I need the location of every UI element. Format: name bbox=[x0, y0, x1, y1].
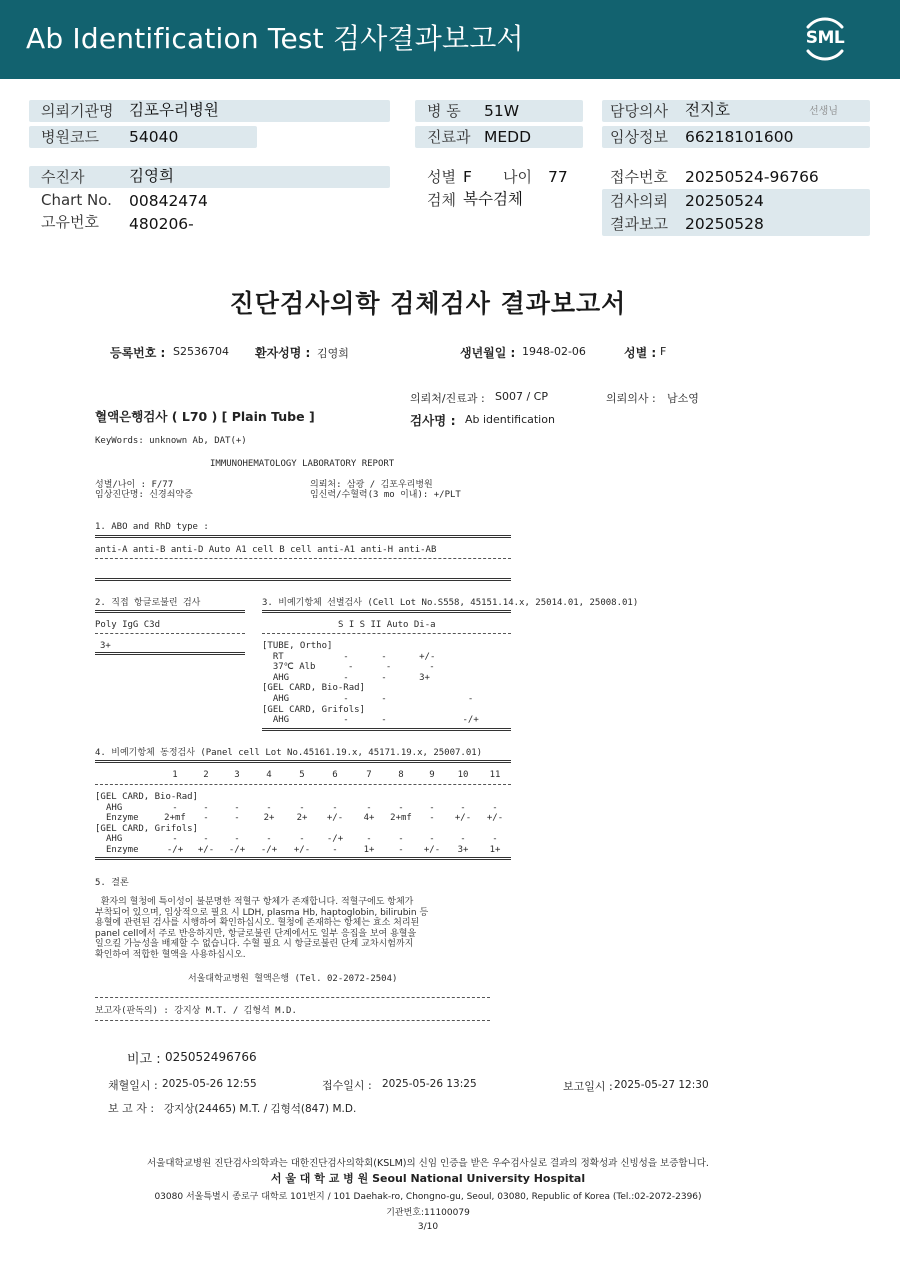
sex-summary-value: F bbox=[660, 345, 667, 358]
rule-dashed bbox=[95, 997, 490, 998]
panel-cell: -/+ bbox=[260, 845, 278, 855]
panel-cell: -/+ bbox=[228, 845, 246, 855]
panel-row-label: AHG bbox=[106, 834, 123, 845]
panel-cell: +/- bbox=[486, 813, 504, 824]
panel-column-number: 4 bbox=[266, 770, 272, 780]
specimen-label: 검체 bbox=[427, 191, 456, 209]
panel-column-number: 1 bbox=[172, 770, 178, 780]
dat-value: 3+ bbox=[100, 641, 111, 651]
requester-line: 의뢰처: 삼광 / 김포우리병원 bbox=[310, 480, 433, 490]
panel-row bbox=[0, 803, 900, 814]
panel-column-number: 7 bbox=[366, 770, 372, 780]
certification-line: 서울대학교병원 진단검사의학과는 대한진단검사의학회(KSLM)의 신임 인증을 받은 우수검사실로 결과의 정확성과 신빙성을 보증합니다. bbox=[147, 1158, 709, 1169]
panel-column-number: 8 bbox=[398, 770, 404, 780]
screen-row: [GEL CARD, Grifols] bbox=[262, 704, 365, 715]
keywords: KeyWords: unknown Ab, DAT(+) bbox=[95, 436, 247, 446]
institution-value: 김포우리병원 bbox=[129, 101, 219, 119]
diagnosis-line: 임상진단명: 신경쇠약증 bbox=[95, 490, 193, 500]
panel-column-numbers bbox=[0, 770, 900, 781]
ward-label: 병 동 bbox=[427, 102, 461, 120]
test-name-label: 검사명 : bbox=[410, 413, 456, 428]
request-label: 검사의뢰 bbox=[610, 192, 668, 210]
panel-cell: +/- bbox=[293, 845, 311, 855]
name-label: 환자성명 : bbox=[255, 346, 311, 360]
unique-value: 480206- bbox=[129, 215, 194, 233]
section3-title: 3. 비예기항체 선별검사 (Cell Lot No.S558, 45151.14.x, 25014.01, 25008.01) bbox=[262, 598, 639, 608]
hospital-name-en: Seoul National University Hospital bbox=[372, 1172, 586, 1185]
note-label: 비고 : bbox=[127, 1052, 161, 1067]
sex-summary-label: 성별 : bbox=[624, 346, 657, 360]
doctor-value: 전지호 bbox=[685, 101, 730, 119]
rule-double bbox=[95, 857, 511, 860]
page-number: 3/10 bbox=[417, 1222, 439, 1232]
screen-row: RT - - +/- bbox=[262, 651, 436, 662]
panel-cell: - bbox=[299, 802, 305, 813]
result-label: 결과보고 bbox=[610, 215, 668, 233]
panel-column-number: 9 bbox=[429, 770, 435, 780]
screen-header: S I S II Auto Di-a bbox=[338, 620, 436, 630]
ward-value: 51W bbox=[484, 102, 520, 120]
panel-column-number: 6 bbox=[332, 770, 338, 780]
result-value: 20250528 bbox=[685, 215, 764, 233]
panel-cell: - bbox=[266, 802, 272, 813]
section4-title: 4. 비예기항체 동정검사 (Panel cell Lot No.45161.19.x, 45171.19.x, 25007.01) bbox=[95, 748, 483, 758]
rule-double bbox=[95, 578, 511, 581]
rule-double bbox=[95, 760, 511, 763]
hospital-address: 03080 서울특별시 종로구 대학로 101번지 / 101 Daehak-ro, Chongno-gu, Seoul, 03080, Republic of Korea (Tel.:02-2072-2396) bbox=[154, 1192, 702, 1202]
panel-row bbox=[0, 834, 900, 845]
panel-cell: - bbox=[429, 813, 435, 824]
sex-label: 성별 bbox=[427, 168, 456, 186]
panel-cell: -/+ bbox=[166, 845, 184, 855]
receive-label: 접수일시 : bbox=[322, 1079, 372, 1092]
screen-row: [GEL CARD, Bio-Rad] bbox=[262, 683, 365, 694]
panel-cell: - bbox=[203, 834, 209, 845]
panel-cell: - bbox=[460, 802, 466, 813]
request-value: 20250524 bbox=[685, 192, 764, 210]
rule-dashed bbox=[95, 784, 511, 785]
panel-cell: - bbox=[172, 802, 178, 813]
panel-column-number: 2 bbox=[203, 770, 209, 780]
age-value: 77 bbox=[548, 168, 568, 186]
note-value: 025052496766 bbox=[165, 1050, 257, 1064]
panel-cell: - bbox=[492, 834, 498, 845]
panel-cell: 2+ bbox=[263, 813, 275, 824]
reg-label: 등록번호 : bbox=[110, 346, 166, 360]
rule-double bbox=[262, 728, 511, 731]
doctor-label: 담당의사 bbox=[610, 102, 668, 120]
panel-group-name: [GEL CARD, Bio-Rad] bbox=[95, 792, 198, 802]
rule-double bbox=[95, 535, 511, 538]
panel-cell: - bbox=[332, 802, 338, 813]
institution-label: 의뢰기관명 bbox=[41, 102, 114, 120]
hospital-name bbox=[0, 1170, 856, 1186]
screen-row: 37℃ Alb - - - bbox=[262, 662, 435, 673]
rule-dashed bbox=[95, 633, 245, 634]
section2-title: 2. 직접 항글로불린 검사 bbox=[95, 598, 201, 608]
rule-double bbox=[95, 652, 245, 655]
dept-label: 진료과 bbox=[427, 128, 471, 146]
dept-value: MEDD bbox=[484, 128, 532, 146]
rule-double bbox=[95, 610, 245, 613]
panel-cell: 1+ bbox=[363, 845, 375, 855]
panel-row-label: AHG bbox=[106, 802, 123, 813]
name-value: 김영희 bbox=[317, 347, 349, 360]
rule-dashed bbox=[95, 1020, 490, 1021]
screen-row: [TUBE, Ortho] bbox=[262, 641, 333, 651]
panel-cell: - bbox=[234, 802, 240, 813]
rule-dashed bbox=[95, 558, 511, 559]
panel-row bbox=[0, 813, 900, 824]
receive-value: 2025-05-26 13:25 bbox=[382, 1078, 477, 1090]
clinical-value: 66218101600 bbox=[685, 128, 794, 146]
panel-cell: 2+ bbox=[296, 813, 308, 824]
panel-cell: +/- bbox=[423, 845, 441, 855]
panel-cell: - bbox=[366, 802, 372, 813]
rule-dashed bbox=[262, 633, 511, 634]
screen-row: AHG - - 3+ bbox=[262, 672, 430, 683]
dob-label: 생년월일 : bbox=[460, 346, 516, 360]
panel-cell: 2+mf bbox=[390, 813, 412, 824]
collect-value: 2025-05-26 12:55 bbox=[162, 1078, 257, 1090]
receipt-label: 접수번호 bbox=[610, 168, 668, 186]
pregnancy-line: 임신력/수혈력(3 mo 이내): +/PLT bbox=[310, 490, 461, 500]
panel-cell: - bbox=[429, 834, 435, 845]
panel-cell: - bbox=[398, 834, 404, 845]
panel-cell: 1+ bbox=[489, 845, 501, 855]
sml-logo bbox=[799, 13, 851, 65]
dat-header: Poly IgG C3d bbox=[95, 620, 161, 630]
panel-cell: 3+ bbox=[457, 845, 469, 855]
report-header bbox=[0, 0, 900, 79]
panel-cell: +/- bbox=[454, 813, 472, 824]
clinical-label: 임상정보 bbox=[610, 128, 668, 146]
lab-report-title: IMMUNOHEMATOLOGY LABORATORY REPORT bbox=[210, 459, 395, 469]
panel-cell: - bbox=[398, 802, 404, 813]
referral-value: S007 / CP bbox=[495, 390, 548, 403]
panel-cell: 2+mf bbox=[164, 813, 186, 824]
conclusion-text: 환자의 혈청에 특이성이 불분명한 적혈구 항체가 존재합니다. 적혈구에도 항체가 부착되어 있으며, 임상적으로 필요 시 LDH, plasma Hb, haptoglobin, bilirubin 등 용혈에 관련된 검사를 시행하여 확인하십시오. 혈청에 존재하는 항체는 효소 처리된 panel cell에서 주로 반응하지만, 항글로불린 단계에서도 일부 응집을 보여 용혈을 일으킬 가능성을 배제할 수 없습니다. 수혈 필요 시 항글로불린 단계 교차시험까지 확인하여 적합한 혈액을 사용하십시오. bbox=[95, 897, 429, 960]
doctor-suffix: 선생님 bbox=[809, 106, 838, 117]
specimen-value: 복수검체 bbox=[463, 190, 523, 208]
panel-cell: - bbox=[299, 834, 305, 845]
report-value: 2025-05-27 12:30 bbox=[614, 1079, 709, 1091]
panel-cell: - bbox=[429, 802, 435, 813]
hospital-name-ko: 서 울 대 학 교 병 원 bbox=[270, 1172, 369, 1185]
rule-double bbox=[262, 610, 511, 613]
header-title: Ab Identification Test 검사결과보고서 bbox=[26, 22, 524, 55]
hospital-code-value: 54040 bbox=[129, 128, 179, 146]
panel-row-label: Enzyme bbox=[106, 813, 139, 824]
panel-cell: -/+ bbox=[326, 834, 344, 845]
age-label: 나이 bbox=[503, 168, 532, 186]
collect-label: 채혈일시 : bbox=[108, 1079, 158, 1092]
reporter-value: 강지상(24465) M.T. / 김형석(847) M.D. bbox=[164, 1103, 357, 1115]
panel-cell: +/- bbox=[326, 813, 344, 824]
sex-value: F bbox=[463, 168, 472, 186]
panel-cell: - bbox=[366, 834, 372, 845]
patient-label: 수진자 bbox=[41, 168, 85, 186]
referral-label: 의뢰처/진료과 : bbox=[410, 392, 485, 405]
unique-label: 고유번호 bbox=[41, 213, 99, 231]
patient-value: 김영희 bbox=[129, 167, 174, 185]
panel-cell: - bbox=[172, 834, 178, 845]
logo-text: SML bbox=[805, 28, 845, 48]
section5-title: 5. 결론 bbox=[95, 878, 129, 888]
panel-column-number: 5 bbox=[299, 770, 305, 780]
abo-header: anti-A anti-B anti-D Auto A1 cell B cell anti-A1 anti-H anti-AB bbox=[95, 545, 437, 555]
panel-cell: - bbox=[492, 802, 498, 813]
panel-cell: +/- bbox=[197, 845, 215, 855]
institution-number: 기관번호:11100079 bbox=[386, 1208, 470, 1218]
dob-value: 1948-02-06 bbox=[522, 345, 586, 358]
report-label: 보고일시 : bbox=[563, 1080, 613, 1093]
panel-row bbox=[0, 845, 900, 856]
sex-age-line: 성별/나이 : F/77 bbox=[95, 480, 174, 490]
blood-bank-line: 서울대학교병원 혈액은행 (Tel. 02-2072-2504) bbox=[188, 974, 398, 984]
ref-doctor-value: 남소영 bbox=[667, 392, 699, 405]
ref-doctor-label: 의뢰의사 : bbox=[606, 392, 656, 405]
panel-cell: - bbox=[398, 845, 404, 855]
reporter-label: 보 고 자 : bbox=[108, 1102, 155, 1115]
panel-cell: - bbox=[460, 834, 466, 845]
panel-cell: 4+ bbox=[363, 813, 375, 824]
chart-label: Chart No. bbox=[41, 191, 112, 209]
screen-row: AHG - - - bbox=[262, 694, 474, 704]
panel-column-number: 3 bbox=[234, 770, 240, 780]
panel-column-number: 11 bbox=[489, 770, 501, 780]
panel-cell: - bbox=[203, 802, 209, 813]
reporter-line: 보고자(판독의) : 강지상 M.T. / 김형석 M.D. bbox=[95, 1006, 297, 1016]
panel-row-label: Enzyme bbox=[106, 845, 139, 855]
panel-column-number: 10 bbox=[457, 770, 469, 780]
hospital-code-label: 병원코드 bbox=[41, 128, 99, 146]
test-section-title: 혈액은행검사 ( L70 ) [ Plain Tube ] bbox=[95, 409, 315, 424]
test-name-value: Ab identification bbox=[465, 413, 555, 426]
panel-cell: - bbox=[203, 813, 209, 824]
document-title: 진단검사의학 검체검사 결과보고서 bbox=[229, 289, 627, 318]
panel-cell: - bbox=[266, 834, 272, 845]
panel-cell: - bbox=[234, 834, 240, 845]
section1-title: 1. ABO and RhD type : bbox=[95, 522, 209, 532]
chart-value: 00842474 bbox=[129, 192, 208, 210]
panel-cell: - bbox=[332, 845, 338, 855]
reg-value: S2536704 bbox=[173, 345, 229, 358]
screen-row: AHG - - -/+ bbox=[262, 715, 479, 726]
panel-group-name: [GEL CARD, Grifols] bbox=[95, 823, 198, 834]
panel-cell: - bbox=[234, 813, 240, 824]
receipt-value: 20250524-96766 bbox=[685, 168, 819, 186]
